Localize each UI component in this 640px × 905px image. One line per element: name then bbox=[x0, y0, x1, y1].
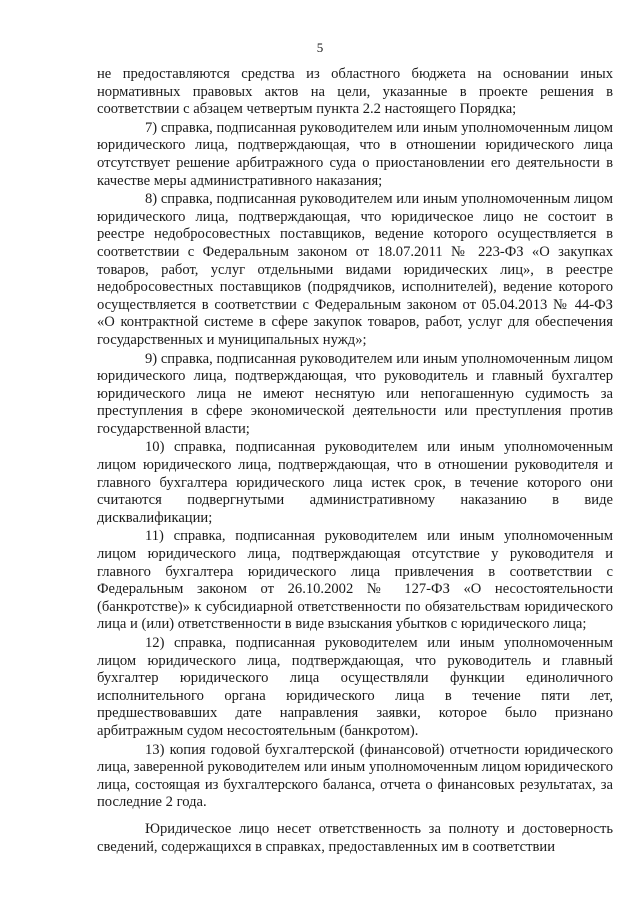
page-number: 5 bbox=[316, 40, 324, 55]
paragraph-continuation: не предоставляются средства из областного бюджета на основании иных нормативных правовых актов на цели, указанные в проекте решения в соответствии с абзацем четвертым пункта 2.2 настоящего Порядка; bbox=[97, 66, 613, 118]
paragraph-item-9: 9) справка, подписанная руководителем или иным уполномоченным лицом юридического лица, подтверждающая, что руководитель и главный бухгалтер юридического лица не имеют неснятую или непогашенную судимость за преступления в сфере экономической деятельности или преступления против государственной власти; bbox=[97, 350, 613, 437]
paragraph-item-11: 11) справка, подписанная руководителем или иным уполномоченным лицом юридического лица, подтверждающая отсутствие у руководителя и главного бухгалтера юридического лица привлечения в соответствии с Федеральным законом от 26.10.2002 № 127-ФЗ «О несостоятельности (банкротстве)» к субсидиарной ответственности по обязательствам юридического лица и (или) ответственности в виде взыскания убытков с юридического лица; bbox=[97, 528, 613, 633]
paragraph-item-12: 12) справка, подписанная руководителем или иным уполномоченным лицом юридического лица, подтверждающая, что руководитель и главный бухгалтер юридического лица осуществляли функции единоличного исполнительного органа юридического лица в течение пяти лет, предшествовавших дате направления заявки, которое было признано арбитражным судом несостоятельным (банкротом). bbox=[97, 635, 613, 739]
document-body bbox=[97, 66, 613, 856]
paragraph-item-10: 10) справка, подписанная руководителем или иным уполномоченным лицом юридического лица, подтверждающая, что в отношении руководителя и главного бухгалтера юридического лица истек срок, в течение которого они считаются подвергнутыми административному наказанию в виде дисквалификации; bbox=[97, 439, 613, 526]
paragraph-item-7: 7) справка, подписанная руководителем или иным уполномоченным лицом юридического лица, подтверждающая, что в отношении юридического лица отсутствует решение арбитражного суда о приостановлении его деятельности в качестве меры административного наказания; bbox=[97, 119, 613, 189]
paragraph-item-8: 8) справка, подписанная руководителем или иным уполномоченным лицом юридического лица, подтверждающая, что юридическое лицо не состоит в реестре недобросовестных поставщиков, ведение которого осуществляется в соответствии с Федеральным законом от 18.07.2011 № 223-ФЗ «О закупках товаров, работ, услуг отдельными видами юридических лиц», в реестре недобросовестных поставщиков (подрядчиков, исполнителей), ведение которого осуществляется в соответствии с Федеральным законом от 05.04.2013 № 44-ФЗ «О контрактной системе в сфере закупок товаров, работ, услуг для обеспечения государственных и муниципальных нужд»; bbox=[97, 191, 613, 348]
paragraph-item-13: 13) копия годовой бухгалтерской (финансовой) отчетности юридического лица, заверенной руководителем или иным уполномоченным лицом юридического лица, состоящая из бухгалтерского баланса, отчета о финансовых результатах, за последние 2 года. bbox=[97, 741, 613, 811]
paragraph-responsibility: Юридическое лицо несет ответственность за полноту и достоверность сведений, содержащихся в справках, предоставленных им в соответствии bbox=[97, 820, 613, 855]
